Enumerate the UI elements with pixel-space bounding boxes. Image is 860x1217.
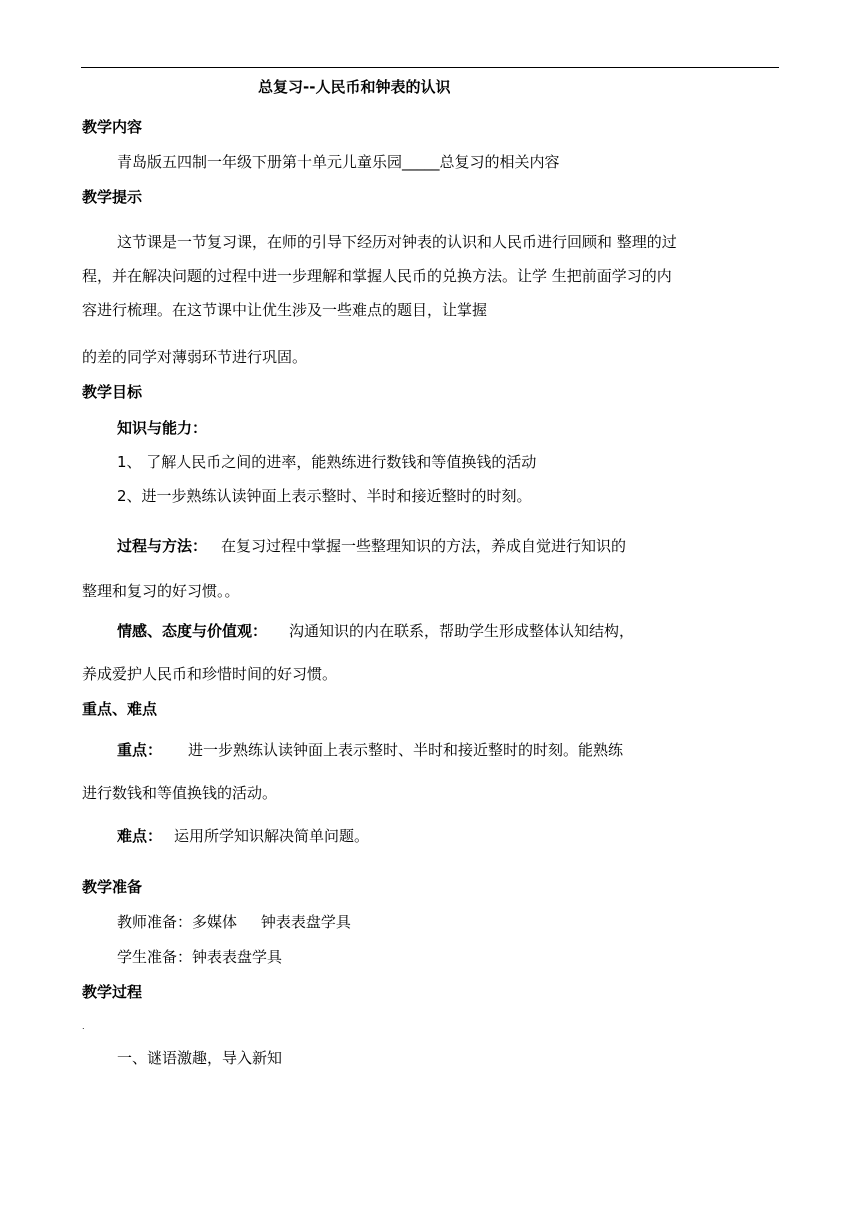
heading-teaching-content: 教学内容 [82,118,143,136]
emotion-label: 情感、态度与价值观： [117,622,268,640]
key-point-line [117,740,623,760]
key-point-text: 进一步熟练认读钟面上表示整时、半时和接近整时的时刻。能熟练 [188,741,624,759]
process-step-1: 一、谜语激趣，导入新知 [117,1049,283,1067]
header-rule [81,67,779,68]
teaching-content-text: 青岛版五四制一年级下册第十单元儿童乐园_____总复习的相关内容 [117,153,560,171]
heading-teaching-tips: 教学提示 [82,188,143,206]
process-method-text-2: 整理和复习的好习惯。。 [82,582,240,600]
knowledge-item-1: 1、 了解人民币之间的进率，能熟练进行数钱和等值换钱的活动 [117,453,537,471]
emotion-text-2: 养成爱护人民币和珍惜时间的好习惯。 [82,665,338,683]
knowledge-label: 知识与能力： [117,419,208,437]
tips-line-4: 的差的同学对薄弱环节进行巩固。 [82,348,308,366]
teacher-preparation: 教师准备：多媒体 钟表表盘学具 [117,913,351,931]
emotion-line [117,621,634,641]
process-method-line [117,536,626,556]
document-title: 总复习--人民币和钟表的认识 [258,78,451,96]
heading-key-points: 重点、难点 [82,700,158,718]
tips-line-3: 容进行梳理。在这节课中让优生涉及一些难点的题目，让掌握 [82,301,488,319]
key-point-text-2: 进行数钱和等值换钱的活动。 [82,784,278,802]
key-point-label: 重点： [117,741,163,759]
tips-line-2: 程，并在解决问题的过程中进一步理解和掌握人民币的兑换方法。让学 生把前面学习的内 [82,267,672,285]
difficulty-text: 运用所学知识解决简单问题。 [174,827,370,845]
process-method-label: 过程与方法： [117,537,208,555]
difficulty-label: 难点： [117,827,163,845]
stray-dot: . [82,1022,85,1031]
student-preparation: 学生准备：钟表表盘学具 [117,948,283,966]
difficulty-line [117,826,369,846]
heading-teaching-goals: 教学目标 [82,383,143,401]
emotion-text: 沟通知识的内在联系，帮助学生形成整体认知结构， [289,622,635,640]
knowledge-item-2: 2、进一步熟练认读钟面上表示整时、半时和接近整时的时刻。 [117,487,532,505]
heading-teaching-process: 教学过程 [82,983,143,1001]
process-method-text: 在复习过程中掌握一些整理知识的方法，养成自觉进行知识的 [221,537,627,555]
tips-line-1: 这节课是一节复习课，在师的引导下经历对钟表的认识和人民币进行回顾和 整理的过 [117,233,677,251]
heading-preparation: 教学准备 [82,878,143,896]
